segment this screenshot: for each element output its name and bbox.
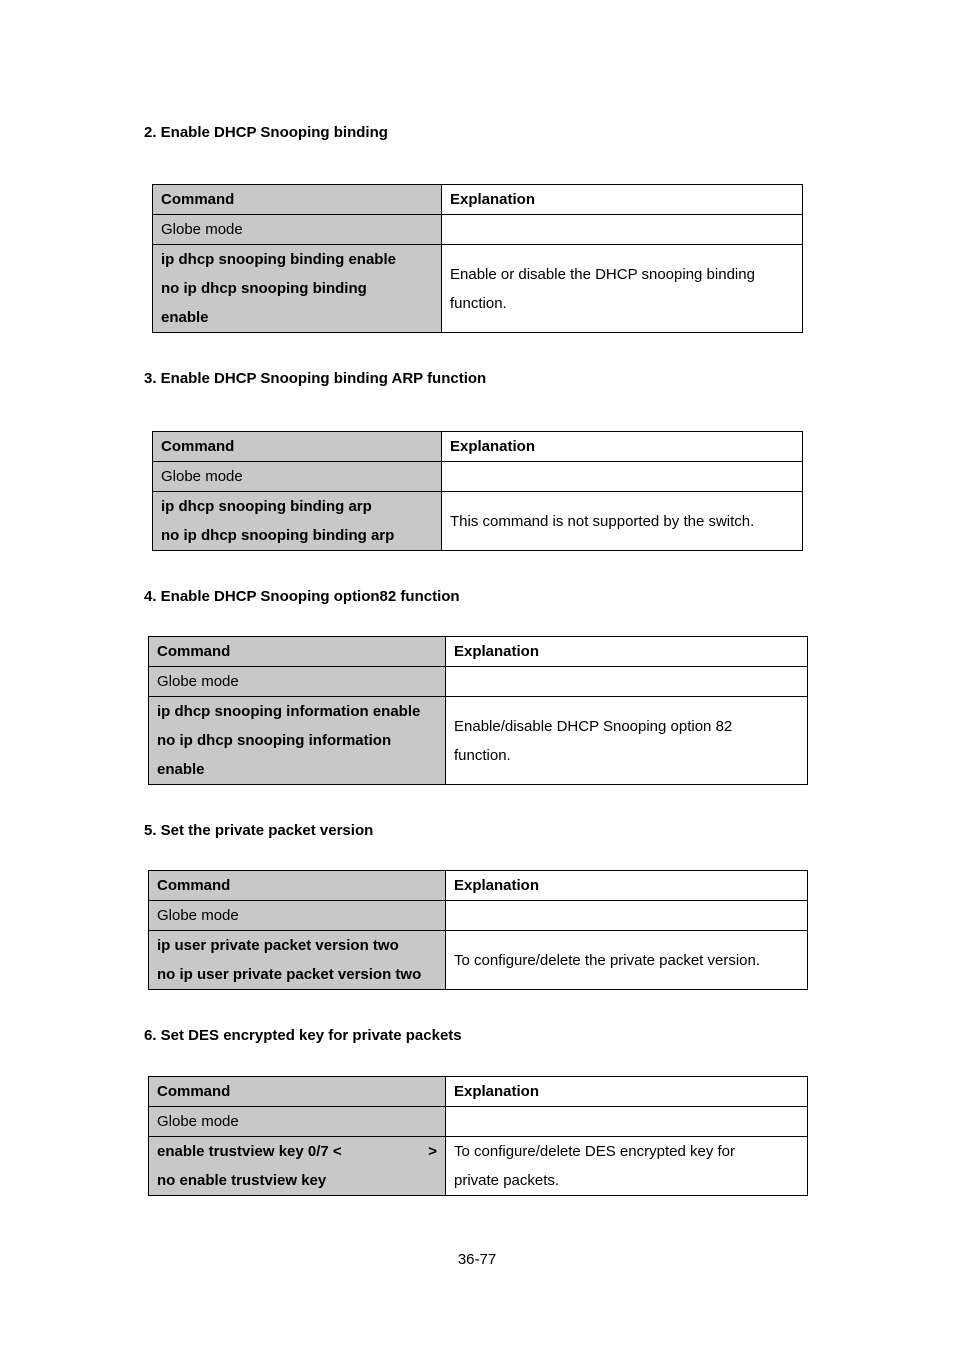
explanation-line: function. xyxy=(450,294,507,312)
explanation-column-header: Explanation xyxy=(446,637,808,667)
explanation-column-header: Explanation xyxy=(446,871,808,901)
empty-cell xyxy=(442,215,803,245)
command-column-header: Command xyxy=(149,1077,446,1107)
command-line-end: > xyxy=(428,1143,437,1160)
command-line: no ip user private packet version two xyxy=(157,966,422,983)
command-column-header: Command xyxy=(153,432,442,462)
section-heading: 2. Enable DHCP Snooping binding xyxy=(144,124,388,141)
explanation-column-header: Explanation xyxy=(442,432,803,462)
explanation-line: To configure/delete DES encrypted key for xyxy=(454,1143,735,1160)
explanation-line: function. xyxy=(454,746,511,764)
explanation-line: This command is not supported by the switch. xyxy=(450,512,755,530)
empty-cell xyxy=(446,667,808,697)
section-heading: 3. Enable DHCP Snooping binding ARP function xyxy=(144,370,487,387)
command-table xyxy=(152,184,803,333)
command-line: no ip dhcp snooping information xyxy=(157,732,392,749)
page-number: 36-77 xyxy=(457,1251,497,1268)
command-line: no ip dhcp snooping binding arp xyxy=(161,527,395,544)
section-heading: 6. Set DES encrypted key for private packets xyxy=(144,1027,462,1044)
command-line: ip dhcp snooping binding enable xyxy=(161,251,396,268)
command-line: ip dhcp snooping binding arp xyxy=(161,498,372,515)
explanation-cell xyxy=(446,931,808,990)
empty-cell xyxy=(446,1107,808,1137)
command-line: ip user private packet version two xyxy=(157,937,399,954)
command-table xyxy=(152,431,803,551)
command-cell xyxy=(153,245,442,333)
command-table xyxy=(148,1076,808,1196)
command-line-start: enable trustview key 0/7 < xyxy=(157,1143,342,1160)
command-cell xyxy=(149,697,446,785)
section-heading: 4. Enable DHCP Snooping option82 function xyxy=(144,588,460,605)
command-column-header: Command xyxy=(153,185,442,215)
explanation-line: To configure/delete the private packet version. xyxy=(454,951,761,969)
command-line xyxy=(157,1137,437,1166)
explanation-cell xyxy=(446,697,808,785)
mode-cell: Globe mode xyxy=(149,1107,446,1137)
explanation-line: Enable or disable the DHCP snooping binding xyxy=(450,265,755,283)
command-line: no ip dhcp snooping binding xyxy=(161,280,367,297)
explanation-cell xyxy=(446,1137,808,1196)
command-column-header: Command xyxy=(149,871,446,901)
command-cell xyxy=(153,492,442,551)
explanation-line: private packets. xyxy=(454,1172,560,1189)
command-table xyxy=(148,636,808,785)
command-line: no enable trustview key xyxy=(157,1172,327,1189)
explanation-cell xyxy=(442,245,803,333)
command-cell xyxy=(149,1137,446,1196)
command-table xyxy=(148,870,808,990)
mode-cell: Globe mode xyxy=(149,901,446,931)
command-line: ip dhcp snooping information enable xyxy=(157,703,421,720)
command-line: enable xyxy=(157,761,205,778)
explanation-column-header: Explanation xyxy=(442,185,803,215)
empty-cell xyxy=(446,901,808,931)
empty-cell xyxy=(442,462,803,492)
mode-cell: Globe mode xyxy=(149,667,446,697)
explanation-column-header: Explanation xyxy=(446,1077,808,1107)
command-column-header: Command xyxy=(149,637,446,667)
mode-cell: Globe mode xyxy=(153,462,442,492)
explanation-line: Enable/disable DHCP Snooping option 82 xyxy=(454,717,733,735)
section-heading: 5. Set the private packet version xyxy=(144,822,374,839)
mode-cell: Globe mode xyxy=(153,215,442,245)
explanation-cell xyxy=(442,492,803,551)
command-cell xyxy=(149,931,446,990)
command-line: enable xyxy=(161,309,209,326)
